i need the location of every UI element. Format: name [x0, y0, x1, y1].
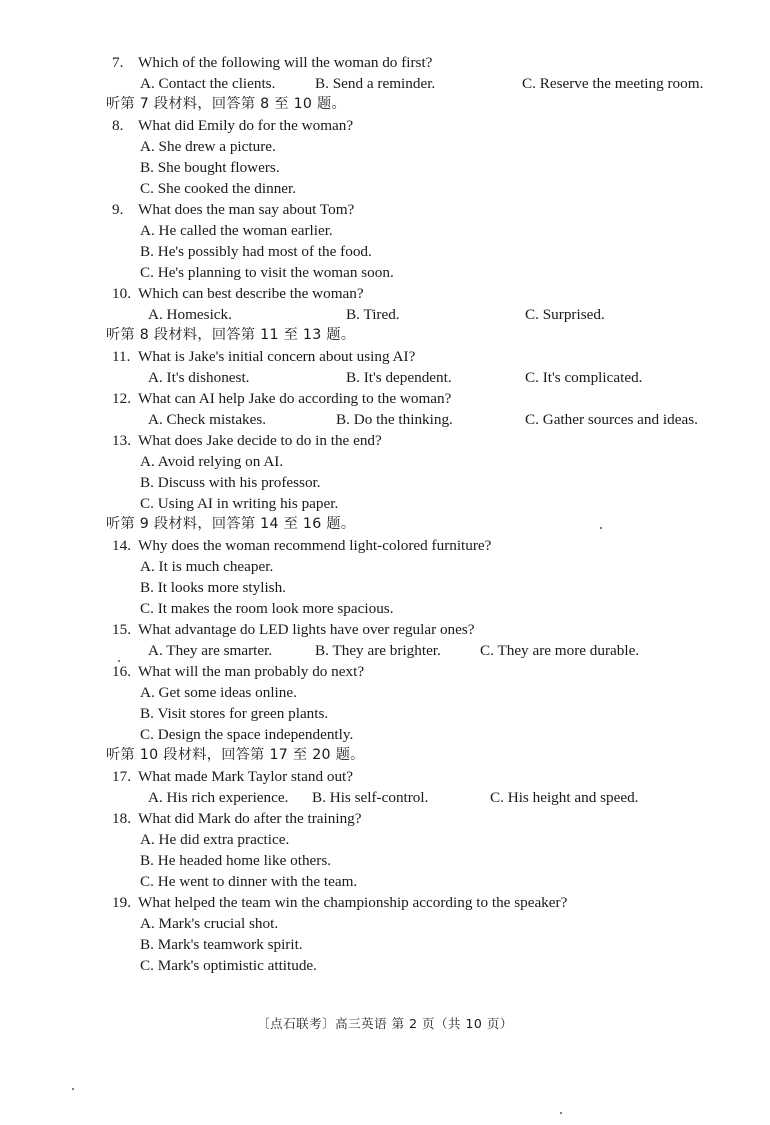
question-number: 16. — [112, 663, 131, 680]
answer-option: C. She cooked the dinner. — [140, 180, 297, 197]
question-text: What made Mark Taylor stand out? — [138, 768, 354, 785]
scan-speck — [600, 527, 602, 529]
question-stem — [112, 388, 732, 409]
question-stem — [112, 52, 732, 73]
answer-option: C. Design the space independently. — [140, 726, 354, 743]
answer-option: C. They are more durable. — [480, 642, 640, 659]
question-number: 14. — [112, 537, 131, 554]
question-number: 8. — [112, 117, 124, 134]
question-text: Which of the following will the woman do first? — [138, 54, 433, 71]
scan-speck — [118, 660, 120, 662]
question-stem — [112, 430, 732, 451]
answer-option: B. He's possibly had most of the food. — [140, 243, 372, 260]
answer-option: A. It's dishonest. — [148, 369, 250, 386]
question-text: What did Emily do for the woman? — [138, 117, 354, 134]
answer-option: C. Using AI in writing his paper. — [140, 495, 339, 512]
question-number: 7. — [112, 54, 124, 71]
answer-option-row — [112, 787, 732, 808]
section-instruction: 听第 9 段材料，回答第 14 至 16 题。 — [106, 516, 356, 532]
answer-option: B. Tired. — [346, 306, 400, 323]
question-number: 11. — [112, 348, 131, 365]
question-stem — [112, 892, 732, 913]
answer-option: A. She drew a picture. — [140, 138, 276, 155]
answer-option: C. Surprised. — [525, 306, 605, 323]
question-number: 17. — [112, 768, 131, 785]
question-text: What did Mark do after the training? — [138, 810, 362, 827]
question-text: What is Jake's initial concern about using AI? — [138, 348, 416, 365]
question-stem — [112, 766, 732, 787]
answer-option: A. Get some ideas online. — [140, 684, 297, 701]
question-number: 19. — [112, 894, 131, 911]
answer-option: B. They are brighter. — [315, 642, 441, 659]
answer-option: A. He did extra practice. — [140, 831, 290, 848]
answer-option: A. Homesick. — [148, 306, 232, 323]
question-text: What does the man say about Tom? — [138, 201, 355, 218]
answer-option: C. Reserve the meeting room. — [522, 75, 704, 92]
answer-option: B. Send a reminder. — [315, 75, 436, 92]
scan-speck — [560, 1112, 562, 1114]
answer-option: A. It is much cheaper. — [140, 558, 274, 575]
question-text: Why does the woman recommend light-colored furniture? — [138, 537, 492, 554]
answer-option: B. His self-control. — [312, 789, 429, 806]
answer-option: B. It looks more stylish. — [140, 579, 286, 596]
question-text: What advantage do LED lights have over regular ones? — [138, 621, 475, 638]
question-text: Which can best describe the woman? — [138, 285, 364, 302]
answer-option: A. They are smarter. — [148, 642, 273, 659]
question-number: 13. — [112, 432, 131, 449]
answer-option: B. Discuss with his professor. — [140, 474, 321, 491]
answer-option: A. His rich experience. — [148, 789, 289, 806]
question-stem — [112, 346, 732, 367]
question-stem — [112, 619, 732, 640]
answer-option: C. He went to dinner with the team. — [140, 873, 358, 890]
answer-option: B. Do the thinking. — [336, 411, 453, 428]
section-instruction: 听第 10 段材料，回答第 17 至 20 题。 — [106, 747, 365, 763]
answer-option: C. It's complicated. — [525, 369, 643, 386]
question-stem — [112, 661, 732, 682]
answer-option-row — [112, 73, 732, 94]
answer-option: B. It's dependent. — [346, 369, 452, 386]
answer-option: B. Visit stores for green plants. — [140, 705, 329, 722]
question-stem — [112, 283, 732, 304]
answer-option: A. Contact the clients. — [140, 75, 276, 92]
answer-option: A. Mark's crucial shot. — [140, 915, 279, 932]
question-text: What does Jake decide to do in the end? — [138, 432, 382, 449]
answer-option: A. He called the woman earlier. — [140, 222, 333, 239]
question-number: 15. — [112, 621, 131, 638]
answer-option: A. Check mistakes. — [148, 411, 267, 428]
question-number: 12. — [112, 390, 131, 407]
question-text: What can AI help Jake do according to the woman? — [138, 390, 452, 407]
answer-option: C. His height and speed. — [490, 789, 639, 806]
answer-option: C. It makes the room look more spacious. — [140, 600, 394, 617]
question-list — [106, 52, 732, 976]
question-stem — [112, 115, 732, 136]
question-stem — [112, 808, 732, 829]
answer-option-row — [112, 304, 732, 325]
answer-option: C. Mark's optimistic attitude. — [140, 957, 317, 974]
section-instruction: 听第 7 段材料，回答第 8 至 10 题。 — [106, 96, 347, 112]
question-stem — [112, 199, 732, 220]
answer-option: C. He's planning to visit the woman soon. — [140, 264, 394, 281]
page-footer: 〔点石联考〕高三英语 第 2 页（共 10 页） — [257, 1016, 513, 1031]
question-text: What will the man probably do next? — [138, 663, 365, 680]
answer-option: C. Gather sources and ideas. — [525, 411, 698, 428]
scan-speck — [72, 1088, 74, 1090]
answer-option-row — [112, 367, 732, 388]
question-number: 10. — [112, 285, 131, 302]
question-text: What helped the team win the championship according to the speaker? — [138, 894, 568, 911]
question-number: 9. — [112, 201, 124, 218]
answer-option-row — [112, 409, 732, 430]
question-stem — [112, 535, 732, 556]
answer-option: A. Avoid relying on AI. — [140, 453, 284, 470]
section-instruction: 听第 8 段材料，回答第 11 至 13 题。 — [106, 327, 356, 343]
question-number: 18. — [112, 810, 131, 827]
answer-option: B. She bought flowers. — [140, 159, 280, 176]
answer-option: B. He headed home like others. — [140, 852, 332, 869]
answer-option: B. Mark's teamwork spirit. — [140, 936, 303, 953]
answer-option-row — [112, 640, 732, 661]
